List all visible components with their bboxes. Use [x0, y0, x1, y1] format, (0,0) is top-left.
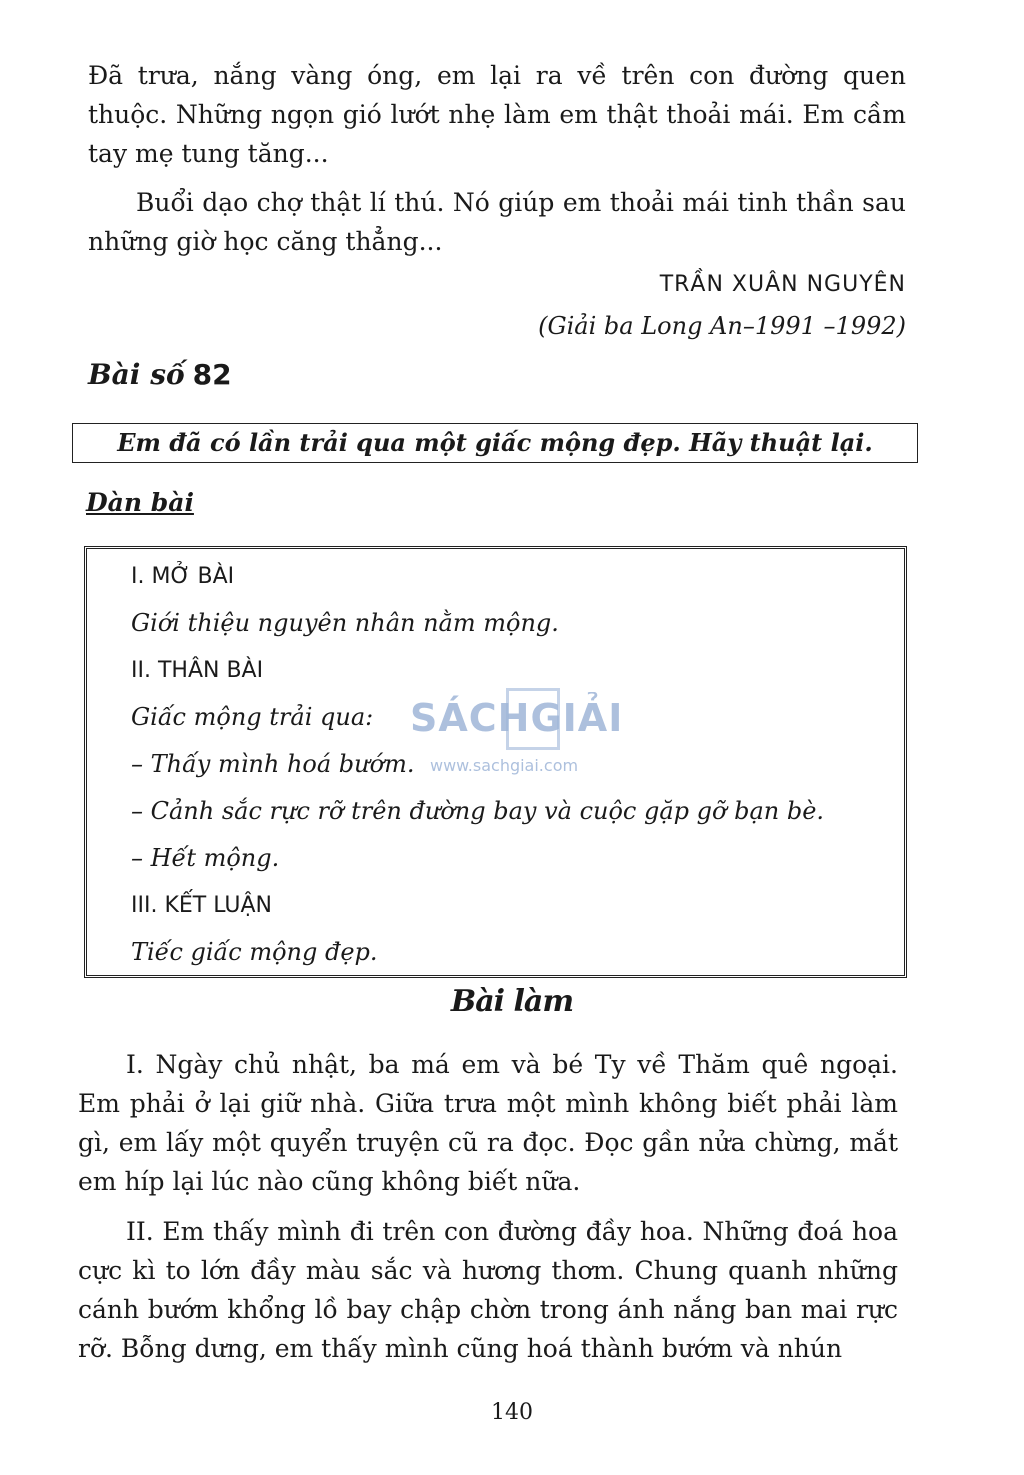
watermark-url: www.sachgiai.com [430, 756, 579, 775]
intro-paragraph-1: Đã trưa, nắng vàng óng, em lại ra về trên con đường quen thuộc. Những ngọn gió lướt nhẹ làm em thật thoải mái. Em cầm tay mẹ tung tăng... [88, 61, 906, 168]
essay-paragraph-2: II. Em thấy mình đi trên con đường đầy hoa. Những đoá hoa cực kì to lớn đầy màu sắc và hương thơm. Chung quanh những cánh bướm khổng lồ bay chập chờn trong ánh nắng ban mai rực rỡ. Bỗng dưng, em thấy mình cũng hoá thành bướm và nhún [78, 1217, 898, 1363]
outline-title: Dàn bài [86, 488, 194, 517]
outline-box [84, 546, 907, 978]
outline-body-heading: II. THÂN BÀI [131, 658, 264, 683]
lesson-prompt: Em đã có lần trải qua một giấc mộng đẹp. Hãy thuật lại. [72, 423, 918, 463]
outline-body-item: – Hết mộng. [131, 844, 280, 872]
watermark-brand: SÁCHGIẢI [410, 696, 624, 740]
intro-paragraph-2: Buổi dạo chợ thật lí thú. Nó giúp em thoải mái tinh thần sau những giờ học căng thẳng... [88, 188, 906, 256]
outline-end-text: Tiếc giấc mộng đẹp. [131, 938, 378, 966]
outline-body-item: – Thấy mình hoá bướm. [131, 750, 415, 778]
outline-open-text: Giới thiệu nguyên nhân nằm mộng. [131, 609, 559, 637]
outline-body-intro: Giấc mộng trải qua: [131, 703, 374, 731]
author-name: TRẦN XUÂN NGUYÊN [659, 272, 906, 297]
page-number: 140 [491, 1400, 533, 1425]
outline-open-heading: I. MỞ BÀI [131, 564, 235, 589]
essay-title: Bài làm [450, 984, 574, 1019]
outline-end-heading: III. KẾT LUẬN [131, 893, 272, 918]
lesson-number: 82 [192, 358, 232, 391]
essay-paragraph-1: I. Ngày chủ nhật, ba má em và bé Ty về Thăm quê ngoại. Em phải ở lại giữ nhà. Giữa trưa một mình không biết phải làm gì, em lấy một quyển truyện cũ ra đọc. Đọc gần nửa chừng, mắt em híp lại lúc nào cũng không biết nữa. [78, 1050, 898, 1196]
lesson-heading [88, 358, 232, 391]
lesson-label: Bài số [88, 358, 185, 391]
outline-body-item: – Cảnh sắc rực rỡ trên đường bay và cuộc gặp gỡ bạn bè. [131, 797, 825, 825]
award-source: (Giải ba Long An–1991 –1992) [538, 312, 906, 340]
